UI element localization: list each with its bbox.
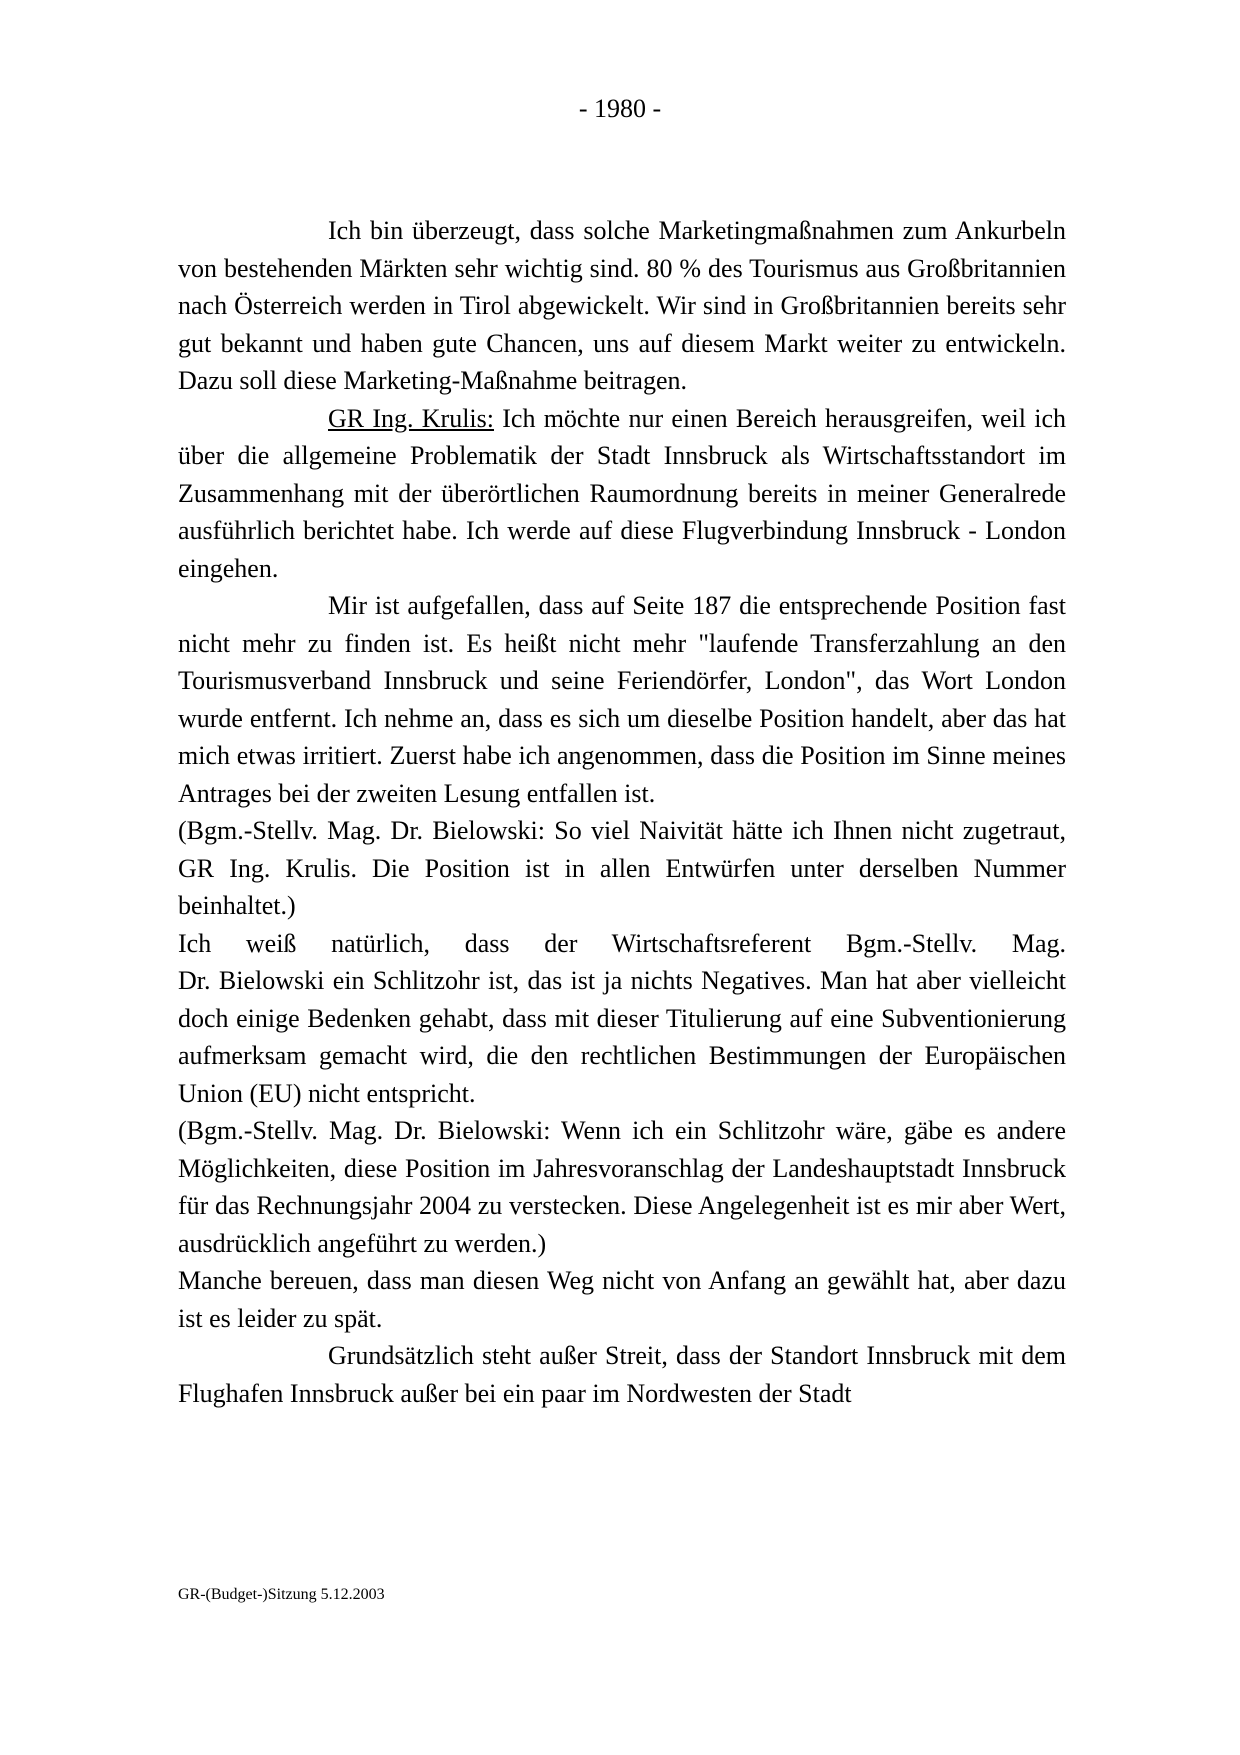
- document-body: [178, 212, 1066, 1412]
- paragraph-marketing: Ich bin überzeugt, dass solche Marketingmaßnahmen zum Ankurbeln von bestehenden Märkten sehr wichtig sind. 80 % des Tourismus aus Großbritannien nach Österreich werden in Tirol abgewickelt. Wir sind in Großbritannien bereits sehr gut bekannt und haben gute Chancen, uns auf diesem Markt weiter zu entwickeln. Dazu soll diese Marketing-Maßnahme beitragen.: [178, 216, 1066, 395]
- interjection-bielowski-2: (Bgm.-Stellv. Mag. Dr. Bielowski: Wenn ich ein Schlitzohr wäre, gäbe es andere Möglichkeiten, diese Position im Jahresvoranschlag der Landeshauptstadt Innsbruck für das Rechnungsjahr 2004 zu verstecken. Diese Angelegenheit ist es mir aber Wert, ausdrücklich angeführt zu werden.): [178, 1116, 1066, 1258]
- speech-text: Ich möchte nur einen Bereich herausgreifen, weil ich über die allgemeine Problematik der Stadt Innsbruck als Wirtschaftsstandort im Zusammenhang mit der überörtlichen Raumordnung bereits in meiner Generalrede ausführlich berichtet habe. Ich werde auf diese Flugverbindung Innsbruck - London eingehen.: [178, 403, 1066, 583]
- page-number: - 1980 -: [578, 94, 662, 123]
- page-footer: GR-(Budget-)Sitzung 5.12.2003: [178, 1586, 385, 1603]
- paragraph-position-page-187: Mir ist aufgefallen, dass auf Seite 187 die entsprechende Position fast nicht mehr zu finden ist. Es heißt nicht mehr "laufende Transferzahlung an den Tourismusverband Innsbruck und seine Feriendörfer, London", das Wort London wurde entfernt. Ich nehme an, dass es sich um dieselbe Position handelt, aber das hat mich etwas irritiert. Zuerst habe ich angenommen, dass die Position im Sinne meines Antrages bei der zweiten Lesung entfallen ist.: [178, 591, 1066, 808]
- speaker-name: GR Ing. Krulis:: [328, 403, 494, 433]
- interjection-bielowski-1: (Bgm.-Stellv. Mag. Dr. Bielowski: So viel Naivität hätte ich Ihnen nicht zugetraut, GR Ing. Krulis. Die Position ist in allen Entwürfen unter derselben Nummer beinhaltet.): [178, 816, 1066, 920]
- paragraph-standort: Grundsätzlich steht außer Streit, dass der Standort Innsbruck mit dem Flughafen Innsbruck außer bei ein paar im Nordwesten der Stadt: [178, 1341, 1066, 1408]
- paragraph-bereuen: Manche bereuen, dass man diesen Weg nicht von Anfang an gewählt hat, aber dazu ist es leider zu spät.: [178, 1266, 1066, 1333]
- paragraph-wirtschaftsreferent: Ich weiß natürlich, dass der Wirtschaftsreferent Bgm.-Stellv. Mag.: [178, 928, 1066, 958]
- paragraph-schlitzohr: Dr. Bielowski ein Schlitzohr ist, das ist ja nichts Negatives. Man hat aber vielleicht doch einige Bedenken gehabt, dass mit dieser Titulierung auf eine Subventionierung aufmerksam gemacht wird, die den rechtlichen Bestimmungen der Europäischen Union (EU) nicht entspricht.: [178, 966, 1066, 1108]
- paragraph-krulis-speech: [178, 400, 1066, 588]
